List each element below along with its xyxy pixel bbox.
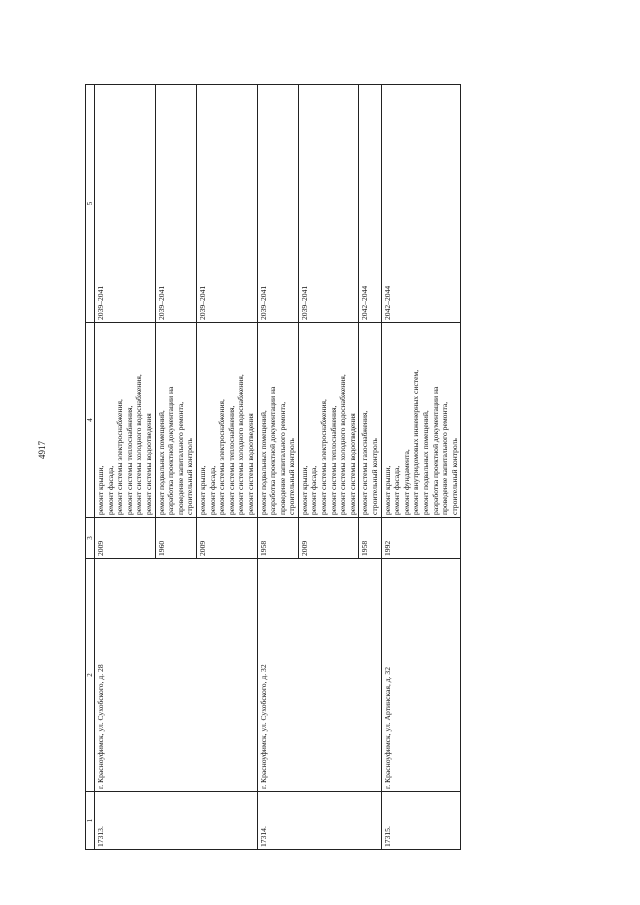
table-row: [257, 85, 298, 850]
col-header-4: 4: [86, 323, 95, 518]
entry-number: 17313.: [95, 792, 258, 850]
build-year: 2009: [95, 518, 156, 559]
entry-number: 17314.: [257, 792, 381, 850]
entry-number: 17315.: [381, 792, 461, 850]
repair-period: 2039–2041: [95, 85, 156, 323]
entry-address: г. Красноуфимск, ул. Сухобского, д. 32: [257, 559, 381, 792]
repair-period: 2039–2041: [196, 85, 257, 323]
col-header-1: 1: [86, 792, 95, 850]
works-list: ремонт подвальных помещений, разработка проектной документации на проведение капитального ремонта, строительный контроль: [155, 323, 196, 518]
works-list: ремонт подвальных помещений, разработка проектной документации на проведение капитального ремонта, строительный контроль: [257, 323, 298, 518]
works-list: ремонт крыши, ремонт фасада, ремонт системы электроснабжения, ремонт системы теплоснабжения, ремонт системы холодного водоснабжения, ремонт системы водоотведения: [298, 323, 359, 518]
works-list: ремонт крыши, ремонт фасада, ремонт системы электроснабжения, ремонт системы теплоснабжения, ремонт системы холодного водоснабжения, ремонт системы водоотведения: [95, 323, 156, 518]
table-row: [381, 85, 461, 850]
works-list: ремонт системы газоснабжения, строительный контроль: [359, 323, 381, 518]
works-list: ремонт крыши, ремонт фасада, ремонт системы электроснабжения, ремонт системы теплоснабжения, ремонт системы холодного водоснабжения, ремонт системы водоотведения: [196, 323, 257, 518]
header-row: [86, 85, 95, 850]
table-row: [95, 85, 156, 850]
build-year: 1958: [359, 518, 381, 559]
repair-period: 2039–2041: [155, 85, 196, 323]
rotated-table-container: [85, 85, 520, 850]
page-number: 4917: [37, 441, 47, 459]
build-year: 1960: [155, 518, 196, 559]
build-year: 1958: [257, 518, 298, 559]
build-year: 1992: [381, 518, 461, 559]
col-header-3: 3: [86, 518, 95, 559]
entry-address: г. Красноуфимск, ул. Артинская, д. 32: [381, 559, 461, 792]
col-header-2: 2: [86, 559, 95, 792]
build-year: 2009: [196, 518, 257, 559]
repair-schedule-table: [85, 84, 461, 850]
col-header-5: 5: [86, 85, 95, 323]
build-year: 2009: [298, 518, 359, 559]
repair-period: 2039–2041: [257, 85, 298, 323]
repair-period: 2042–2044: [381, 85, 461, 323]
repair-period: 2042–2044: [359, 85, 381, 323]
entry-address: г. Красноуфимск, ул. Сухобского, д. 28: [95, 559, 258, 792]
works-list: ремонт крыши, ремонт фасада, ремонт фундамента, ремонт внутридомовых инженерных систем, ремонт подвальных помещений, разработка проектной документации на проведение капитального ремонта, строительный контроль: [381, 323, 461, 518]
repair-period: 2039–2041: [298, 85, 359, 323]
